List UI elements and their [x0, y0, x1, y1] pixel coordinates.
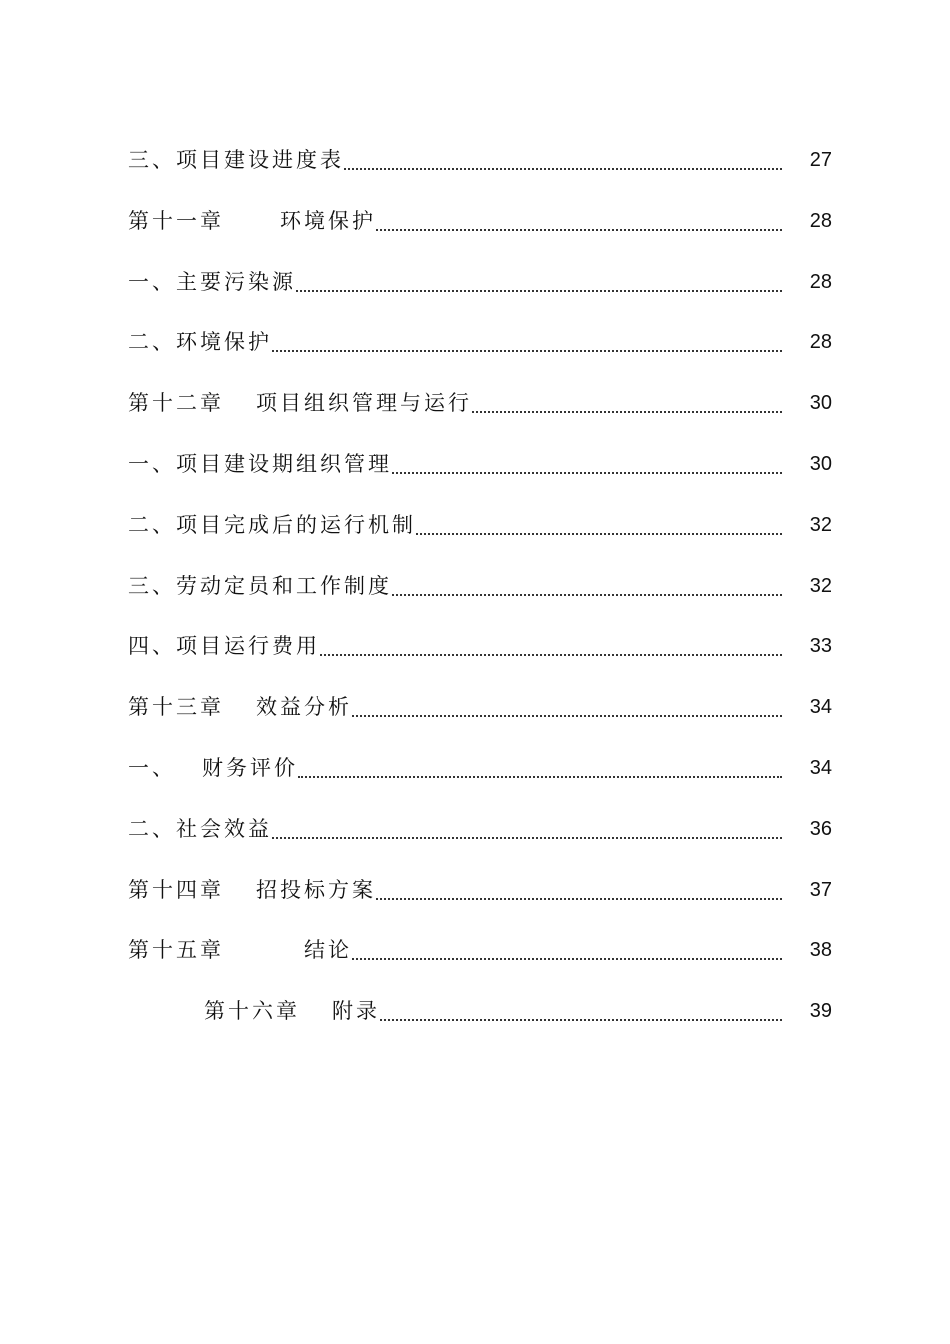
toc-entry-label — [128, 690, 352, 724]
toc-entry-title: 项目组织管理与运行 — [256, 391, 472, 416]
toc-entry-label — [128, 204, 376, 238]
toc-entry-label — [128, 933, 352, 967]
toc-page-number: 27 — [809, 149, 832, 171]
toc-entry[interactable] — [128, 508, 832, 542]
toc-entry-label — [128, 629, 320, 663]
dot-leader — [376, 227, 782, 231]
toc-entry[interactable] — [128, 812, 832, 846]
toc-entry-prefix: 二、环境保护 — [128, 330, 272, 355]
toc-entry-title: 招投标方案 — [256, 877, 376, 902]
toc-entry-prefix: 三、项目建设进度表 — [128, 148, 344, 172]
toc-entry-prefix: 二、社会效益 — [128, 816, 272, 841]
toc-entry-prefix: 一、 — [128, 756, 176, 780]
dot-leader — [392, 470, 782, 474]
toc-entry[interactable] — [128, 629, 832, 663]
dot-leader — [352, 956, 782, 960]
dot-leader — [272, 348, 782, 352]
toc-entry-label — [128, 386, 472, 420]
toc-entry-label — [128, 873, 376, 907]
toc-entry-prefix: 第十一章 — [128, 208, 224, 233]
dot-leader — [344, 166, 782, 170]
toc-entry-title: 效益分析 — [256, 695, 352, 720]
toc-entry-label — [128, 994, 380, 1028]
dot-leader — [298, 774, 782, 778]
toc-entry-label — [128, 569, 392, 603]
dot-leader — [376, 896, 782, 900]
toc-entry-prefix: 四、项目运行费用 — [128, 634, 320, 659]
toc-entry-label — [128, 265, 296, 299]
toc-entry-prefix: 三、劳动定员和工作制度 — [128, 573, 392, 598]
toc-entry[interactable] — [128, 325, 832, 359]
toc-entry-title: 环境保护 — [280, 208, 376, 233]
dot-leader — [320, 652, 782, 656]
toc-page-number: 28 — [809, 209, 832, 232]
dot-leader — [296, 288, 782, 292]
toc-entry[interactable] — [128, 873, 832, 907]
toc-page-number: 36 — [809, 817, 832, 840]
dot-leader — [416, 531, 782, 535]
toc-entry[interactable] — [128, 994, 832, 1028]
toc-entry-label — [128, 751, 298, 785]
toc-entry-title: 财务评价 — [202, 756, 298, 780]
toc-page-number: 30 — [809, 453, 832, 475]
toc-entry-prefix: 第十五章 — [128, 938, 224, 963]
toc-entry-title: 结论 — [304, 938, 352, 963]
toc-entry[interactable] — [128, 933, 832, 967]
toc-page-number: 39 — [809, 1000, 832, 1023]
toc-page-number: 37 — [809, 878, 832, 901]
toc-entry[interactable] — [128, 143, 832, 177]
dot-leader — [380, 1017, 782, 1021]
toc-entry-prefix: 第十四章 — [128, 877, 224, 902]
toc-entry[interactable] — [128, 690, 832, 724]
toc-entry-title: 附录 — [332, 999, 380, 1024]
toc-entry-prefix: 一、项目建设期组织管理 — [128, 452, 392, 476]
toc-entry-label — [128, 812, 272, 846]
toc-entry-label — [128, 508, 416, 542]
toc-entry-prefix: 第十二章 — [128, 391, 224, 416]
toc-entry-label — [128, 143, 344, 177]
toc-entry-prefix: 一、主要污染源 — [128, 269, 296, 294]
toc-entry-prefix: 二、项目完成后的运行机制 — [128, 512, 416, 537]
toc-entry-label — [128, 325, 272, 359]
dot-leader — [472, 409, 782, 413]
dot-leader — [272, 835, 782, 839]
toc-page-number: 28 — [809, 331, 832, 354]
toc-entry-prefix: 第十六章 — [204, 999, 300, 1024]
toc-entry-prefix: 第十三章 — [128, 695, 224, 720]
toc-page-number: 33 — [809, 635, 832, 658]
dot-leader — [352, 713, 782, 717]
toc-entry[interactable] — [128, 386, 832, 420]
toc-entry[interactable] — [128, 569, 832, 603]
toc-entry[interactable] — [128, 265, 832, 299]
toc-entry[interactable] — [128, 204, 832, 238]
toc-page-number: 32 — [809, 574, 832, 597]
dot-leader — [392, 592, 782, 596]
toc-page-number: 32 — [809, 513, 832, 536]
toc-page-number: 38 — [809, 939, 832, 962]
toc-page-number: 34 — [809, 757, 832, 779]
toc-page-number: 30 — [809, 392, 832, 415]
toc-entry[interactable] — [128, 751, 832, 785]
toc-entry-label — [128, 447, 392, 481]
toc-entry[interactable] — [128, 447, 832, 481]
toc-page-number: 34 — [809, 696, 832, 719]
toc-page-number: 28 — [809, 270, 832, 293]
